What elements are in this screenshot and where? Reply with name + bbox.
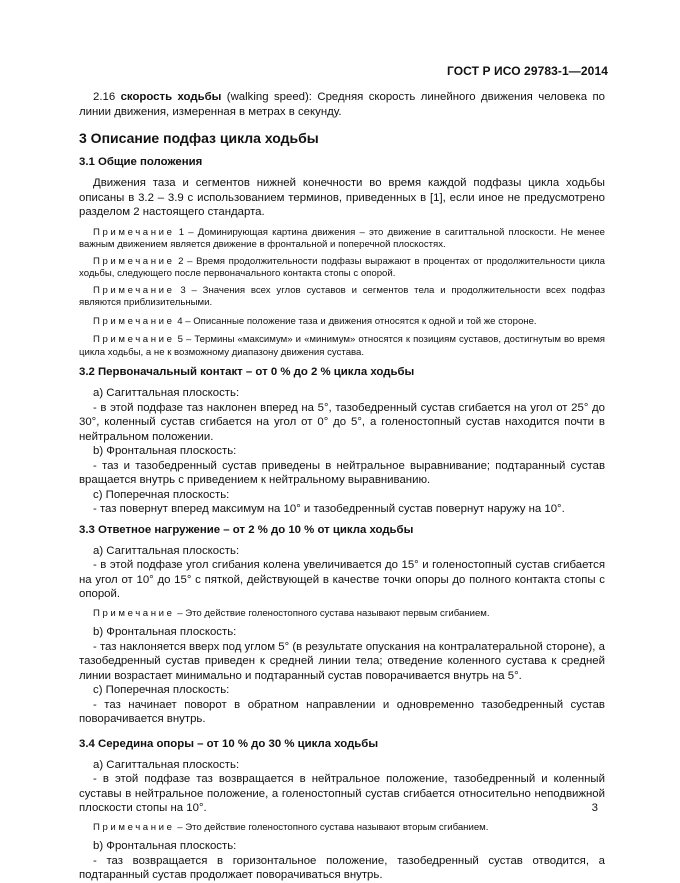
term-name: скорость ходьбы: [120, 91, 222, 103]
note-label: Примечание: [93, 284, 175, 296]
note-1: [79, 227, 605, 252]
page-content: [79, 90, 605, 883]
note-label: Примечание: [93, 226, 175, 238]
note-label: Примечание: [93, 607, 175, 619]
term-2-16: [79, 90, 605, 119]
note-text: 4 – Описанные положение таза и движения относятся к одной и той же стороне.: [174, 315, 537, 327]
section-3-4-title: 3.4 Середина опоры – от 10 % до 30 % цикла ходьбы: [79, 737, 379, 750]
document-header: ГОСТ Р ИСО 29783-1—2014: [446, 64, 608, 78]
note-label: Примечание: [93, 315, 175, 327]
section-3-2-c-label: c) Поперечная плоскость:: [93, 488, 230, 501]
note-text: – Это действие голеностопного сустава называют первым сгибанием.: [174, 607, 490, 619]
note-2: [79, 256, 605, 281]
note-label: Примечание: [93, 255, 175, 267]
term-definition: (walking speed): Средняя скорость линейного движения человека по линии движения, измеренная в метрах в секунду.: [79, 91, 605, 118]
page-number: 3: [591, 802, 598, 814]
section-3-2-a-label: a) Сагиттальная плоскость:: [93, 387, 240, 399]
section-3-2-b-label: b) Фронтальная плоскость:: [93, 445, 237, 457]
note-label: Примечание: [93, 821, 175, 833]
section-3-4-note: [79, 822, 605, 835]
note-4: [79, 316, 605, 329]
section-3-1-text: Движения таза и сегментов нижней конечности во время каждой подфазы цикла ходьбы описаны в 3.2 – 3.9 с использованием терминов, приведенных в [1], если иное не предусмотрено разделом 2 настоящего стандарта.: [79, 177, 605, 218]
section-3-1-title: 3.1 Общие положения: [79, 156, 203, 168]
section-3-3-note: [79, 608, 605, 621]
note-text: 5 – Термины «максимум» и «минимум» относятся к позициям суставов, достигнутым во время цикла ходьбы, а не к возможному диапазону движения сустава.: [79, 334, 605, 358]
section-3-2-c-text: - таз повернут вперед максимум на 10° и тазобедренный сустав повернут наружу на 10°.: [93, 503, 565, 515]
section-3-2-a-text: - в этой подфазе таз наклонен вперед на 5°, тазобедренный сустав сгибается на угол от 25° до 30°, коленный сустав сгибается на угол от 0° до 5°, а голеностопный сустав находится почти в нейтральном положении.: [79, 401, 605, 443]
note-text: 3 – Значения всех углов суставов и сегментов тела и продолжительности всех подфаз являются приблизительными.: [79, 284, 605, 308]
section-3-2-title: 3.2 Первоначальный контакт – от 0 % до 2 % цикла ходьбы: [79, 366, 415, 378]
section-3-4-a-label: a) Сагиттальная плоскость:: [93, 758, 240, 771]
term-number: 2.16: [93, 91, 121, 103]
section-3-3-c-text: - таз начинает поворот в обратном направлении и одновременно тазобедренный сустав поворачивается внутрь.: [79, 698, 605, 725]
section-3-3-a-text: - в этой подфазе угол сгибания колена увеличивается до 15° и голеностопный сустав сгибается на угол от 10° до 15° с пяткой, действующей в качестве точки опоры до полного контакта стопы с опорой.: [79, 559, 605, 600]
note-text: 2 – Время продолжительности подфазы выражают в процентах от продолжительности цикла ходьбы, следующего после первоначального контакта стопы с опорой.: [79, 255, 605, 279]
section-3-3-a-label: a) Сагиттальная плоскость:: [93, 544, 240, 557]
section-3-4-b-label: b) Фронтальная плоскость:: [93, 840, 237, 852]
note-label: Примечание: [93, 334, 175, 345]
section-3-3-title: 3.3 Ответное нагружение – от 2 % до 10 % от цикла ходьбы: [79, 523, 414, 536]
section-3-4-a-text: - в этой подфазе таз возвращается в нейтральное положение, тазобедренный и коленный суставы в нейтральное положение, а голеностопный сустав сгибается относительно неподвижной плоскости стопы на 10°.: [79, 773, 605, 814]
note-5: [79, 334, 605, 359]
section-3-3-b-text: - таз наклоняется вверх под углом 5° (в результате опускания на контралатеральной стороне), а тазобедренный сустав приведен к средней линии тела; отведение коленного сустава к средней линии возрастает минимально и подтаранный сустав поворачивается внутрь на 5°.: [79, 640, 605, 682]
note-text: 1 – Доминирующая картина движения – это движение в сагиттальной плоскости. Не менее важным движением является движение в фронтальной и поперечной плоскостях.: [79, 226, 605, 250]
section-3-2-b-text: - таз и тазобедренный сустав приведены в нейтральное выравнивание; подтаранный сустав вращается внутрь с приведением к нейтральному выравниванию.: [79, 459, 605, 486]
section-3-4-b-text: - таз возвращается в горизонтальное положение, тазобедренный сустав отводится, а подтаранный сустав продолжает поворачиваться внутрь.: [79, 854, 605, 881]
section-3-3-c-label: c) Поперечная плоскость:: [93, 684, 230, 696]
note-text: – Это действие голеностопного сустава называют вторым сгибанием.: [174, 821, 489, 833]
section-3-title: 3 Описание подфаз цикла ходьбы: [79, 130, 319, 146]
section-3-3-b-label: b) Фронтальная плоскость:: [93, 626, 237, 638]
note-3: [79, 285, 605, 310]
